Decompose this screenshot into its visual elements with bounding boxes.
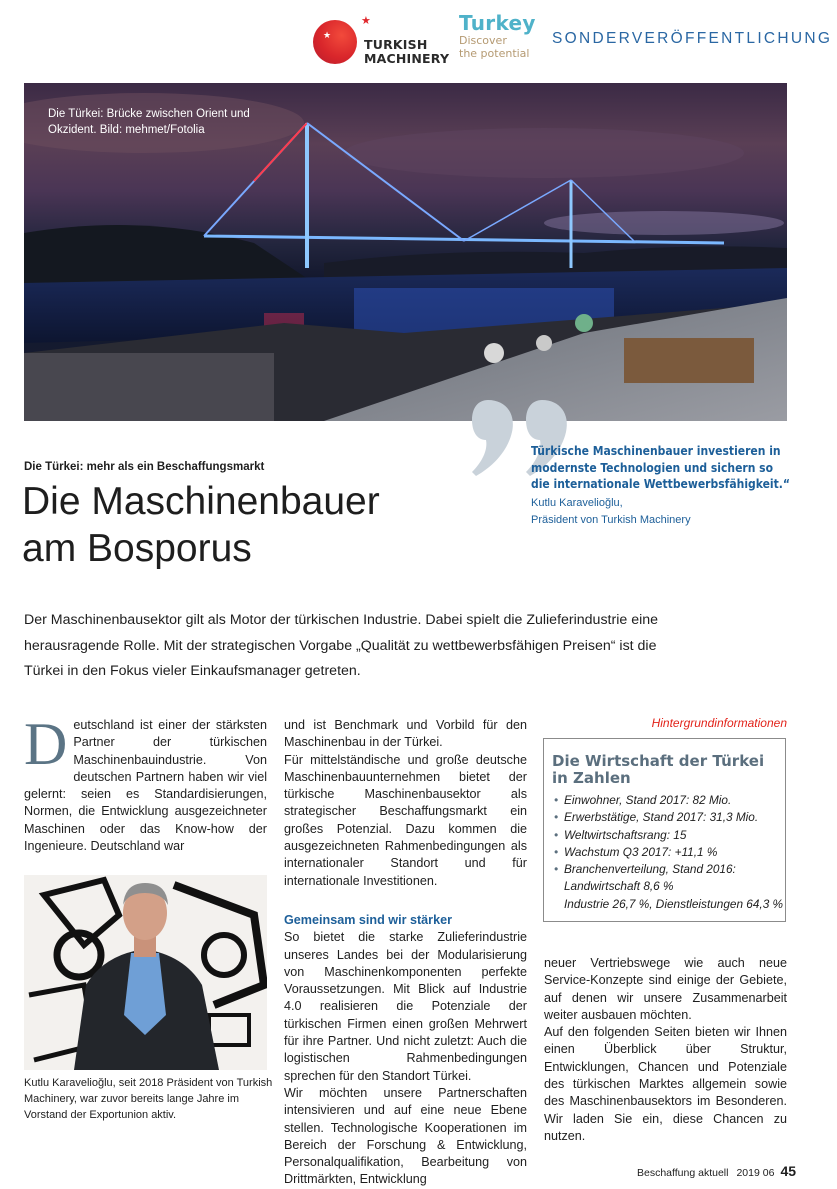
column-1 <box>24 711 267 855</box>
bullet-icon: • <box>554 793 559 807</box>
turkey-tagline-1: Discover <box>459 34 507 47</box>
section-label: SONDERVERÖFFENTLICHUNG <box>552 30 833 47</box>
paragraph: Für mittelständische und große deutsche Maschinenbauunternehmen bietet der türkische Maschinenbausektor als strategischer Beschaffungsmarkt ein großes Potenzial. Dazu kommen die ausgezeichneten Rahmenbedingungen als internationaler Standort und für internationale Investitionen. <box>284 752 527 888</box>
fact-text: Branchenverteilung, Stand 2016: <box>564 862 736 877</box>
column-3 <box>544 955 787 1145</box>
drop-cap: D <box>24 711 68 777</box>
fact-text: Weltwirtschaftsrang: 15 <box>564 827 687 842</box>
logo-line1: TURKISH <box>364 37 428 52</box>
hero-caption-line1: Die Türkei: Brücke zwischen Orient und <box>48 108 250 120</box>
portrait-caption: Kutlu Karavelioğlu, seit 2018 Präsident von Turkish Machinery, war zuvor bereits lange Jahre im Vorstand der Exportunion aktiv. <box>24 1077 273 1121</box>
quote-author-name: Kutlu Karavelioğlu, <box>531 497 623 509</box>
facts-box <box>543 738 786 922</box>
logo-text <box>364 38 449 65</box>
fact-text: Einwohner, Stand 2017: 82 Mio. <box>564 793 732 807</box>
page-number: 45 <box>780 1163 797 1179</box>
logo-circle-icon <box>313 20 357 64</box>
paragraph: neuer Vertriebswege wie auch neue Service-Konzepte sind einige der Gebiete, auf denen wir unsere Zusammenarbeit weiter ausbauen möchten. <box>544 956 787 1022</box>
paragraph-text: eutschland ist einer der stärksten Partner der türkischen Maschinenbauindustrie. Von deutschen Partnern haben wir viel gelernt: seien es Standardisierungen, Normen, die Entwicklung ausgezeichneter Maschinen oder das Know-how der Ingenieure. Deutschland war <box>24 718 267 854</box>
turkey-discover-logo <box>459 12 549 68</box>
column-2 <box>284 717 527 1189</box>
pull-quote: Türkische Maschinenbauer investieren in modernste Technologien und sichern so die internationale Wettbewerbsfähigkeit.“ <box>531 444 790 491</box>
hero-image-bosporus-bridge <box>24 83 787 421</box>
paragraph: Wir möchten unsere Partnerschaften intensivieren und auf eine neue Ebene stellen. Technologische Kooperationen im Bereich der Forschung & Entwicklung, Personalqualifikation, Bearbeitung von Drittmärkten, Entwicklung <box>284 1085 527 1187</box>
issue-date: 2019 06 <box>736 1167 775 1179</box>
page-footer <box>637 1163 796 1179</box>
fact-continuation: Landwirtschaft 8,6 % <box>564 879 674 894</box>
fact-item <box>554 792 784 809</box>
title-line1: Die Maschinenbauer <box>22 480 380 523</box>
article-lead: Der Maschinenbausektor gilt als Motor der türkischen Industrie. Dabei spielt die Zulieferindustrie eine herausragende Rolle. Mit der strategischen Vorgabe „Qualität zu wettbewerbsfähigen Preisen“ ist die Türkei in den Fokus vieler Einkaufsmanager getreten. <box>24 612 659 679</box>
fact-item <box>554 827 784 844</box>
turkey-word: Turkey <box>459 11 536 35</box>
star-icon: ★ <box>323 30 332 40</box>
fact-item <box>554 809 784 826</box>
portrait-photo <box>24 875 267 1070</box>
paragraph: und ist Benchmark und Vorbild für den Maschinenbau in der Türkei. <box>284 718 527 750</box>
article-kicker: Die Türkei: mehr als ein Beschaffungsmarkt <box>24 461 265 473</box>
hero-caption <box>48 106 250 138</box>
magazine-name: Beschaffung aktuell <box>637 1167 729 1179</box>
bullet-icon: • <box>554 827 559 842</box>
star-icon: ★ <box>361 15 371 27</box>
paragraph <box>24 711 267 855</box>
portrait-illustration <box>24 875 267 1070</box>
hero-caption-line2: Okzident. Bild: mehmet/Fotolia <box>48 124 205 136</box>
fact-continuation: Industrie 26,7 %, Dienstleistungen 64,3 % <box>564 896 784 911</box>
article-title <box>22 478 380 572</box>
bullet-icon: • <box>554 862 559 877</box>
paragraph: So bietet die starke Zulieferindustrie unseres Landes bei der Modularisierung von Maschinenkomponenten perfekte Voraussetzungen. Mit Blick auf Industrie 4.0 realisieren die Potenziale der türkischen Firmen einen großen Mehrwert für ihre Partner. Und nicht zuletzt: Auch die logistischen Rahmenbedingungen sprechen für den Standort Türkei. <box>284 930 527 1083</box>
paragraph: Auf den folgenden Seiten bieten wir Ihnen einen Überblick über Struktur, Entwicklungen, Chancen und Potenziale des türkischen Marktes allgemein sowie des Maschinenbausektors im Besonderen. Wir laden Sie ein, diese Chancen zu nutzen. <box>544 1025 787 1143</box>
fact-item <box>554 861 784 913</box>
turkey-tagline-2: the potential <box>459 47 530 60</box>
quote-attribution <box>531 495 791 529</box>
logo-line2: MACHINERY <box>364 50 450 66</box>
title-line2: am Bosporus <box>22 527 252 570</box>
facts-box-title: Die Wirtschaft der Türkei in Zahlen <box>552 752 765 787</box>
fact-text: Wachstum Q3 2017: +11,1 % <box>564 844 718 859</box>
facts-list <box>554 792 784 913</box>
fact-text: Erwerbstätige, Stand 2017: 31,3 Mio. <box>564 810 759 825</box>
fact-item <box>554 844 784 861</box>
quote-author-role: Präsident von Turkish Machinery <box>531 514 691 526</box>
subheading: Gemeinsam sind wir stärker <box>284 912 452 927</box>
background-info-label: Hintergrundinformationen <box>651 716 787 730</box>
bullet-icon: • <box>554 810 559 825</box>
bullet-icon: • <box>554 844 559 859</box>
turkish-machinery-logo <box>311 16 451 64</box>
